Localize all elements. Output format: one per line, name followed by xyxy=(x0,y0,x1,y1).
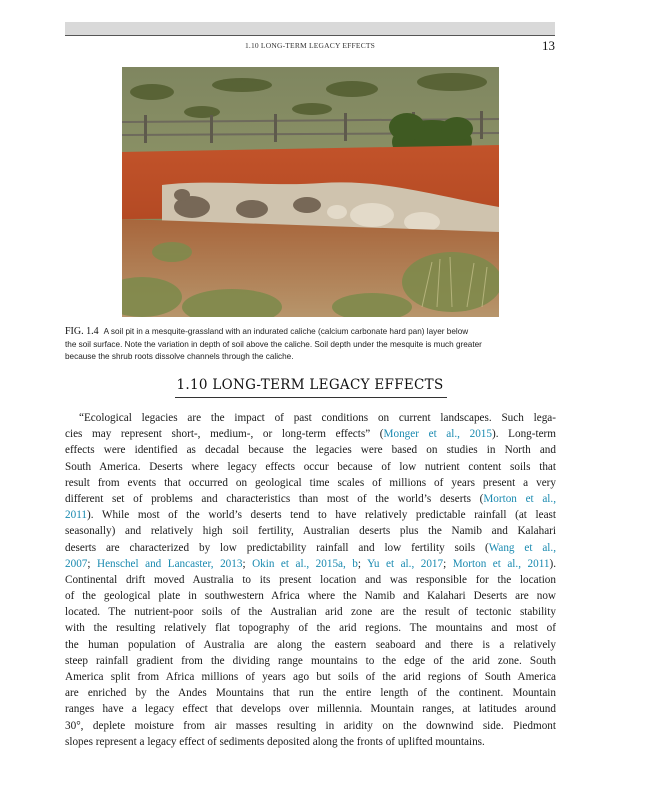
body-line: with the resulting relatively flat topography of the arid regions. The mountains and most of xyxy=(65,622,556,635)
body-line: effects were identified as decadal because the legacies were based on studies in North and xyxy=(65,444,556,457)
heading-rule xyxy=(175,397,447,398)
body-line: South America. Deserts where legacy effects occur because of low nutrient content soils that xyxy=(65,460,556,473)
body-line: 2007; Henschel and Lancaster, 2013; Okin et al., 2015a, b; Yu et al., 2017; Morton et al., 2011). xyxy=(65,557,556,570)
section-heading: 1.10 LONG-TERM LEGACY EFFECTS xyxy=(176,377,444,393)
body-line: “Ecological legacies are the impact of past conditions on current landscapes. Such lega- xyxy=(79,412,556,424)
body-line: the human population of Australia are along the eastern seaboard and there is a relatively xyxy=(65,638,556,651)
figure-photo xyxy=(122,67,499,317)
body-line: 30°, deplete moisture from air masses resulting in aridity on the downwind side. Piedmont xyxy=(65,719,556,732)
header-rule xyxy=(65,35,555,36)
citation-link[interactable]: 2007 xyxy=(65,557,88,570)
body-line: Continental drift moved Australia to its present location and was responsible for the location xyxy=(65,573,556,586)
citation-link[interactable]: Yu et al., 2017 xyxy=(367,557,444,570)
body-line: of the geological plate in southwestern Africa where the Namib and Kalahari Deserts are now xyxy=(65,590,556,603)
figure-caption xyxy=(65,326,555,364)
page-number: 13 xyxy=(542,38,555,53)
citation-link[interactable]: Morton et al., 2011 xyxy=(452,557,550,570)
caption-line: the soil surface. Note the variation in depth of soil above the caliche. Soil depth under the mesquite is much greater xyxy=(65,339,482,349)
citation-link[interactable]: Wang et al., xyxy=(488,541,557,554)
citation-link[interactable]: Morton et al., xyxy=(483,492,556,505)
body-line: seasonally) and relatively high soil fertility, Australian deserts plus the Namib and Kalahari xyxy=(65,525,556,538)
citation-link[interactable]: Henschel and Lancaster, 2013 xyxy=(96,557,243,570)
citation-link[interactable]: Okin et al., 2015a, b xyxy=(252,557,358,570)
running-head: 1.10 LONG-TERM LEGACY EFFECTS xyxy=(244,41,376,50)
caption-line: because the shrub roots dissolve channels through the caliche. xyxy=(65,352,294,361)
body-line: result from events that occurred on geological time scales of millions of years present a very xyxy=(65,476,556,489)
citation-link[interactable]: Monger et al., 2015 xyxy=(383,428,492,441)
body-line: slopes represent a legacy effect of sediments deposited along the fronts of uplifted mountains. xyxy=(65,735,485,748)
caption-line: A soil pit in a mesquite-grassland with an indurated caliche (calcium carbonate hard pan) layer below xyxy=(103,327,469,336)
body-text xyxy=(65,410,556,750)
body-line: 2011). While most of the world’s deserts tend to have relatively predictable rainfall (at least xyxy=(65,509,556,522)
body-line: deserts are characterized by low predictability rainfall and low fertility soils (Wang et al., xyxy=(65,541,557,554)
header-bar xyxy=(65,22,555,35)
figure-label: FIG. 1.4 xyxy=(65,326,99,337)
citation-link[interactable]: 2011 xyxy=(65,509,87,522)
body-line: located. The nutrient-poor soils of the Australian arid zone are the result of tectonic stability xyxy=(65,606,556,619)
body-line: ranges have a legacy effect that develops over millennia. Mountain ranges, at latitudes around xyxy=(65,703,556,716)
body-line: different set of problems and characteristics than most of the world’s deserts (Morton et al., xyxy=(65,492,556,505)
body-line: steep rainfall gradient from the dividing range mountains to the edge of the arid zone. South xyxy=(65,654,556,667)
body-line: America split from Africa millions of years ago but soils of the arid regions of South America xyxy=(65,671,556,683)
body-line: are enriched by the Andes Mountains that run the entire length of the continent. Mountain xyxy=(65,687,556,700)
body-line: cies may represent short-, medium-, or long-term effects” (Monger et al., 2015). Long-term xyxy=(65,428,556,441)
